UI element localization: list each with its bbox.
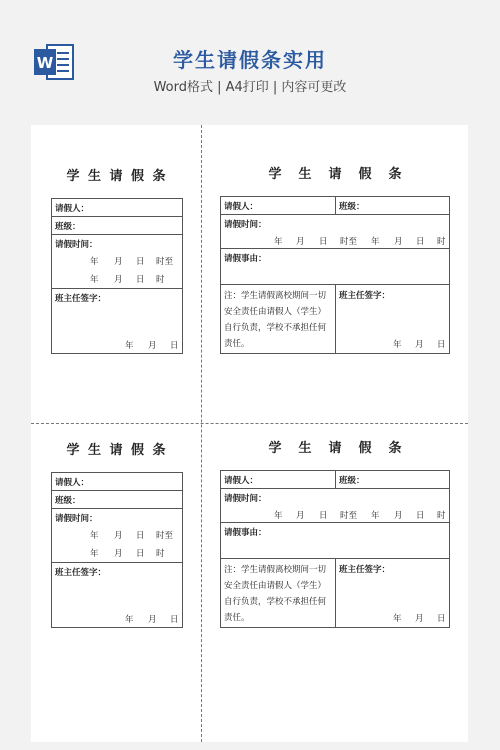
class-label: 班级：: [339, 476, 365, 486]
form-table: 请假人： 班级： 请假时间： 年 月 日 时至 年 月 日 时 请假事由： 注：学生请假离校期间一切 安全责任由请假人（学生） 自行负责，学校不承担任何 责任。 班主任签字： 年 月 日: [220, 196, 450, 354]
form-title: 学 生 请 假 条: [268, 167, 404, 182]
class-label: 班级：: [55, 496, 81, 506]
document-page: [31, 125, 468, 742]
small-leave-form: [51, 439, 183, 629]
large-leave-form: [220, 163, 452, 358]
time-label: 请假时间：: [224, 220, 267, 230]
reason-label: 请假事由：: [224, 254, 267, 264]
form-table: 请假人： 班级： 请假时间： 年 月 日 时至 年 月 日 时 班主任签字： 年 月 日: [51, 472, 183, 628]
signature-label: 班主任签字：: [55, 568, 107, 578]
signature-label: 班主任签字：: [339, 565, 391, 575]
form-title: 学 生 请 假 条: [66, 169, 168, 184]
class-label: 班级：: [55, 222, 81, 232]
time-label: 请假时间：: [55, 514, 98, 524]
note-line: 责任。: [224, 613, 250, 623]
page-title: 学生请假条实用: [173, 48, 327, 72]
note-line: 责任。: [224, 339, 250, 349]
form-title: 学 生 请 假 条: [66, 443, 168, 458]
svg-text:W: W: [36, 54, 54, 72]
page-subtitle: Word格式 | A4打印 | 内容可更改: [153, 80, 347, 95]
time-label: 请假时间：: [55, 240, 98, 250]
large-leave-form: [220, 437, 452, 632]
name-label: 请假人：: [224, 202, 259, 212]
note-line: 安全责任由请假人（学生）: [224, 307, 327, 317]
note-line: 安全责任由请假人（学生）: [224, 581, 327, 591]
note-line: 自行负责，学校不承担任何: [224, 323, 327, 333]
form-table: 请假人： 班级： 请假时间： 年 月 日 时至 年 月 日 时 班主任签字： 年 月 日: [51, 198, 183, 354]
cut-line-vertical: [201, 125, 202, 742]
name-label: 请假人：: [224, 476, 259, 486]
cut-line-horizontal: [31, 423, 468, 424]
signature-label: 班主任签字：: [339, 291, 391, 301]
form-table: 请假人： 班级： 请假时间： 年 月 日 时至 年 月 日 时 请假事由： 注：学生请假离校期间一切 安全责任由请假人（学生） 自行负责，学校不承担任何 责任。 班主任签字： 年 月 日: [220, 470, 450, 628]
time-label: 请假时间：: [224, 494, 267, 504]
name-label: 请假人：: [55, 204, 90, 214]
note-line: 自行负责，学校不承担任何: [224, 597, 327, 607]
name-label: 请假人：: [55, 478, 90, 488]
note-line: 注：学生请假离校期间一切: [224, 565, 327, 575]
small-leave-form: [51, 165, 183, 355]
class-label: 班级：: [339, 202, 365, 212]
form-title: 学 生 请 假 条: [268, 441, 404, 456]
reason-label: 请假事由：: [224, 528, 267, 538]
signature-label: 班主任签字：: [55, 294, 107, 304]
note-line: 注：学生请假离校期间一切: [224, 291, 327, 301]
